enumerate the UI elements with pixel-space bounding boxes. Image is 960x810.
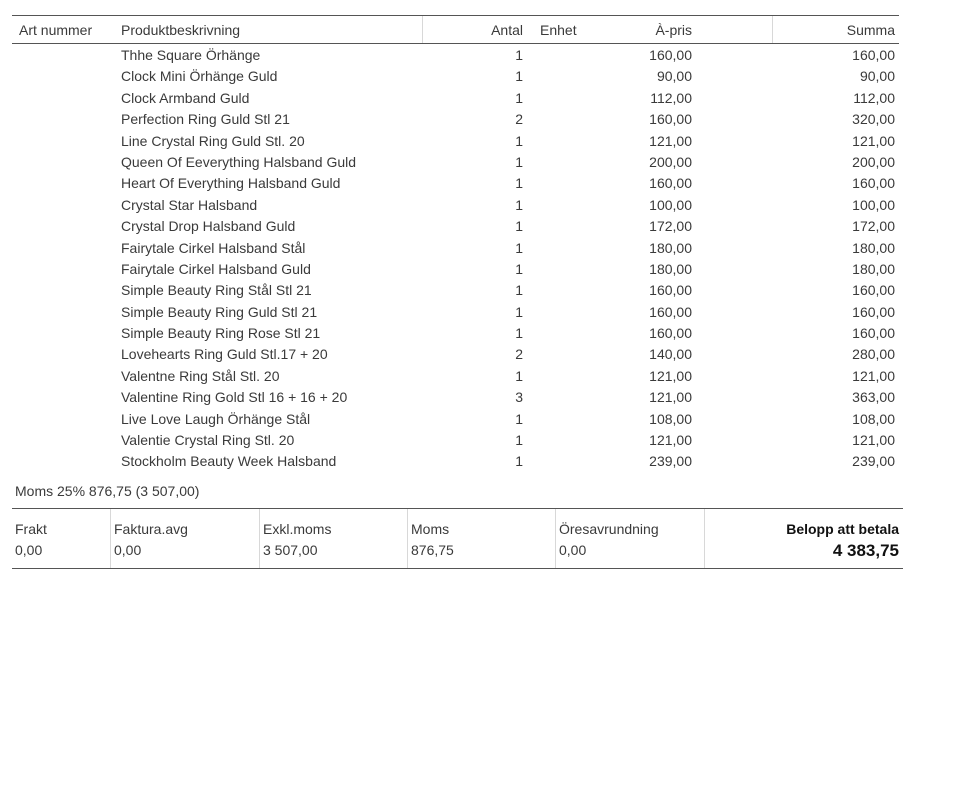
- table-row: [12, 366, 899, 387]
- line-total: 160,00: [852, 325, 895, 342]
- table-row: [12, 451, 899, 472]
- line-total: 320,00: [852, 111, 895, 128]
- product-description: Simple Beauty Ring Rose Stl 21: [121, 325, 321, 342]
- table-row: [12, 216, 899, 237]
- product-description: Perfection Ring Guld Stl 21: [121, 111, 290, 128]
- header-antal: Antal: [491, 22, 523, 38]
- table-row: [12, 195, 899, 216]
- exkl-moms-total: [263, 519, 331, 561]
- table-row: [12, 238, 899, 259]
- oresavrundning-total: [559, 519, 659, 561]
- quantity: 3: [515, 389, 523, 406]
- amount-due: [786, 519, 899, 563]
- frakt-label: Frakt: [15, 521, 47, 537]
- product-description: Valentne Ring Stål Stl. 20: [121, 367, 280, 384]
- header-produktbeskrivning: Produktbeskrivning: [121, 22, 241, 38]
- quantity: 1: [515, 410, 523, 427]
- line-total: 180,00: [852, 239, 895, 256]
- table-row: [12, 259, 899, 280]
- line-total: 160,00: [852, 303, 895, 320]
- unit-price: 160,00: [649, 111, 692, 128]
- quantity: 1: [515, 453, 523, 470]
- unit-price: 108,00: [649, 410, 692, 427]
- vat-summary: Moms 25% 876,75 (3 507,00): [15, 483, 200, 499]
- table-row: [12, 387, 899, 408]
- column-divider: [772, 16, 773, 43]
- exkl-moms-value: 3 507,00: [263, 542, 318, 558]
- column-divider: [704, 509, 705, 568]
- line-total: 121,00: [852, 432, 895, 449]
- quantity: 1: [515, 303, 523, 320]
- unit-price: 140,00: [649, 346, 692, 363]
- column-divider: [259, 509, 260, 568]
- unit-price: 200,00: [649, 153, 692, 170]
- table-row: [12, 109, 899, 130]
- line-total: 108,00: [852, 410, 895, 427]
- table-row: [12, 152, 899, 173]
- unit-price: 180,00: [649, 260, 692, 277]
- table-row: [12, 323, 899, 344]
- exkl-moms-label: Exkl.moms: [263, 521, 332, 537]
- product-description: Line Crystal Ring Guld Stl. 20: [121, 132, 305, 149]
- unit-price: 121,00: [649, 132, 692, 149]
- product-description: Lovehearts Ring Guld Stl.17 + 20: [121, 346, 328, 363]
- frakt-total: [15, 519, 47, 561]
- product-description: Live Love Laugh Örhänge Stål: [121, 410, 311, 427]
- table-row: [12, 66, 899, 87]
- amount-due-value: 4 383,75: [832, 541, 899, 560]
- table-row: [12, 45, 899, 66]
- amount-due-label: Belopp att betala: [786, 521, 899, 537]
- totals-section: [12, 508, 903, 569]
- product-description: Clock Armband Guld: [121, 89, 250, 106]
- unit-price: 160,00: [649, 303, 692, 320]
- table-row: [12, 280, 899, 301]
- line-total: 363,00: [852, 389, 895, 406]
- invoice-line-items: [12, 45, 899, 473]
- quantity: 1: [515, 239, 523, 256]
- unit-price: 160,00: [649, 325, 692, 342]
- quantity: 1: [515, 47, 523, 63]
- faktura-total: [114, 519, 188, 561]
- product-description: Fairytale Cirkel Halsband Stål: [121, 239, 306, 256]
- quantity: 1: [515, 260, 523, 277]
- quantity: 1: [515, 196, 523, 213]
- quantity: 1: [515, 367, 523, 384]
- oresavrundning-value: 0,00: [559, 542, 587, 558]
- line-total: 172,00: [852, 218, 895, 235]
- line-total: 100,00: [852, 196, 895, 213]
- unit-price: 160,00: [649, 47, 692, 63]
- frakt-value: 0,00: [15, 542, 43, 558]
- table-row: [12, 88, 899, 109]
- line-total: 160,00: [852, 47, 895, 63]
- column-divider: [110, 509, 111, 568]
- quantity: 2: [515, 346, 523, 363]
- unit-price: 100,00: [649, 196, 692, 213]
- line-total: 121,00: [852, 132, 895, 149]
- header-apris: À-pris: [655, 22, 692, 38]
- moms-total: [411, 519, 454, 561]
- header-summa: Summa: [846, 22, 895, 38]
- table-row: [12, 344, 899, 365]
- quantity: 1: [515, 218, 523, 235]
- quantity: 2: [515, 111, 523, 128]
- invoice-table-header: [12, 15, 899, 44]
- unit-price: 160,00: [649, 175, 692, 192]
- column-divider: [422, 16, 423, 43]
- faktura-label: Faktura.avg: [114, 521, 188, 537]
- product-description: Heart Of Everything Halsband Guld: [121, 175, 341, 192]
- moms-value: 876,75: [411, 542, 454, 558]
- product-description: Stockholm Beauty Week Halsband: [121, 453, 337, 470]
- table-row: [12, 409, 899, 430]
- table-row: [12, 430, 899, 451]
- quantity: 1: [515, 132, 523, 149]
- product-description: Queen Of Eeverything Halsband Guld: [121, 153, 357, 170]
- product-description: Valentie Crystal Ring Stl. 20: [121, 432, 295, 449]
- product-description: Simple Beauty Ring Guld Stl 21: [121, 303, 318, 320]
- line-total: 90,00: [859, 68, 895, 85]
- line-total: 160,00: [852, 282, 895, 299]
- unit-price: 90,00: [656, 68, 692, 85]
- quantity: 1: [515, 89, 523, 106]
- unit-price: 112,00: [650, 89, 692, 106]
- quantity: 1: [515, 282, 523, 299]
- column-divider: [555, 509, 556, 568]
- unit-price: 160,00: [649, 282, 692, 299]
- quantity: 1: [515, 68, 523, 85]
- unit-price: 180,00: [649, 239, 692, 256]
- product-description: Fairytale Cirkel Halsband Guld: [121, 260, 311, 277]
- line-total: 121,00: [852, 367, 895, 384]
- table-row: [12, 131, 899, 152]
- table-row: [12, 173, 899, 194]
- product-description: Clock Mini Örhänge Guld: [121, 68, 278, 85]
- product-description: Simple Beauty Ring Stål Stl 21: [121, 282, 312, 299]
- quantity: 1: [515, 153, 523, 170]
- product-description: Valentine Ring Gold Stl 16 + 16 + 20: [121, 389, 348, 406]
- unit-price: 172,00: [649, 218, 692, 235]
- quantity: 1: [515, 432, 523, 449]
- unit-price: 121,00: [649, 367, 692, 384]
- line-total: 200,00: [852, 153, 895, 170]
- quantity: 1: [515, 325, 523, 342]
- moms-label: Moms: [411, 521, 450, 537]
- product-description: Crystal Drop Halsband Guld: [121, 218, 296, 235]
- line-total: 239,00: [852, 453, 895, 470]
- unit-price: 239,00: [649, 453, 692, 470]
- oresavrundning-label: Öresavrundning: [559, 521, 659, 537]
- product-description: Thhe Square Örhänge: [121, 47, 261, 63]
- table-row: [12, 302, 899, 323]
- quantity: 1: [515, 175, 523, 192]
- faktura-value: 0,00: [114, 542, 142, 558]
- column-divider: [407, 509, 408, 568]
- product-description: Crystal Star Halsband: [121, 196, 258, 213]
- unit-price: 121,00: [649, 389, 692, 406]
- header-art-nummer: Art nummer: [19, 22, 93, 38]
- line-total: 180,00: [852, 260, 895, 277]
- line-total: 160,00: [852, 175, 895, 192]
- header-enhet: Enhet: [540, 22, 577, 38]
- line-total: 280,00: [852, 346, 895, 363]
- line-total: 112,00: [853, 89, 895, 106]
- unit-price: 121,00: [649, 432, 692, 449]
